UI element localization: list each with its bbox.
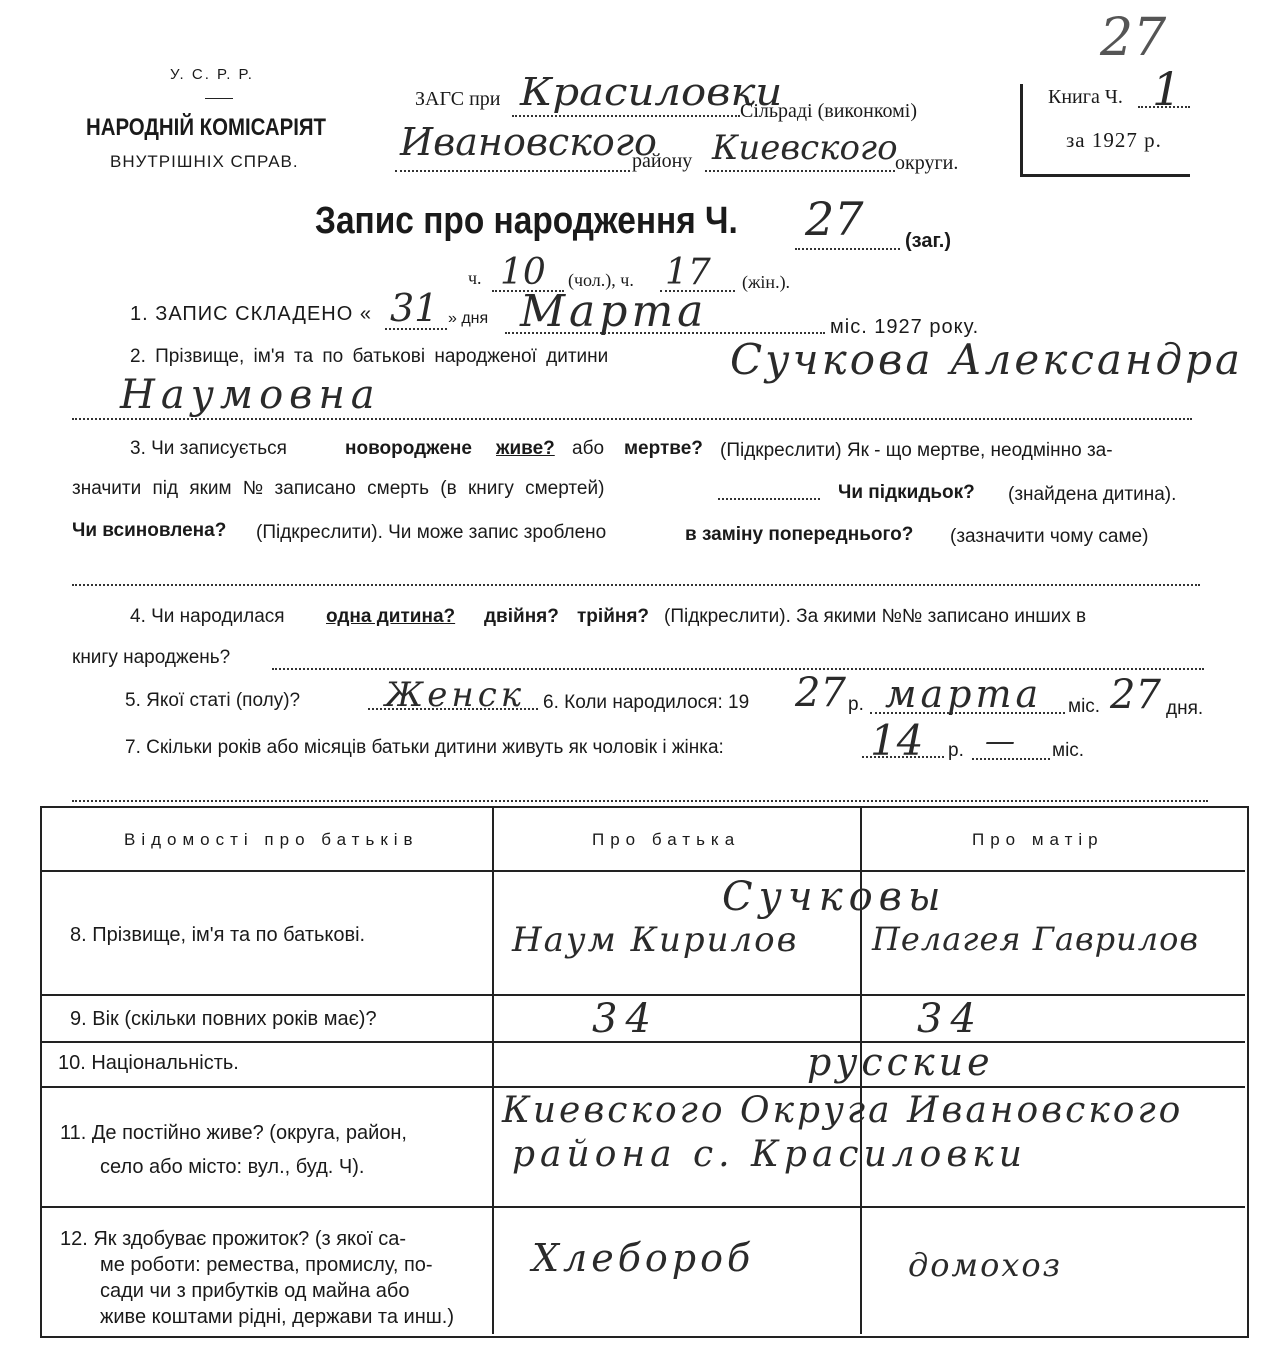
row10-label: 10. Національність. [58, 1052, 239, 1074]
item3-l3c: в заміну попереднього? [685, 524, 914, 545]
item7-label: 7. Скільки років або місяців батьки дитини живуть як чоловік і жінка: [125, 737, 724, 758]
male-prefix: ч. [468, 268, 482, 288]
item7-years-line [862, 756, 944, 758]
item2-label: 2. Прізвище, ім'я та по батькові народженої дитини [130, 346, 609, 367]
book-year: за 1927 р. [1066, 128, 1162, 152]
item4-l1d: трійня? [577, 606, 650, 627]
item3-l2a: значити під яким № записано смерть (в книгу смертей) [72, 478, 605, 499]
item6-month: марта [885, 672, 1043, 716]
item3-l1b: новороджене [345, 438, 472, 459]
row11-address-line2: района с. Красиловки [512, 1134, 1027, 1175]
village-line [512, 115, 740, 117]
item7-months: — [985, 724, 1015, 759]
item7-months-line [972, 758, 1050, 760]
item5-line [368, 708, 538, 710]
item1-label: 1. ЗАПИС СКЛАДЕНО « [130, 303, 372, 325]
record-general-label: (заг.) [905, 230, 952, 252]
row8-shared-surname: Сучковы [722, 874, 947, 920]
item5-sex: Женск [385, 675, 526, 715]
item4-l1c: двійня? [484, 606, 559, 627]
item4-l2: книгу народжень? [72, 647, 231, 668]
row12-label-line1: 12. Як здобуває прожиток? (з якої са- [60, 1228, 407, 1250]
item1-month: Марта [520, 286, 708, 337]
item6-year: 27 [795, 670, 846, 716]
item3-l1c: живе? [496, 438, 555, 459]
header-mother: Про матір [972, 830, 1104, 849]
row11-label-line1: 11. Де постійно живе? (округа, район, [60, 1122, 407, 1144]
row12-mother: домохоз [908, 1246, 1063, 1284]
item3-l1f: (Підкреслити) Як - що мертве, неодмінно за- [720, 440, 1113, 461]
book-box-left [1020, 84, 1023, 176]
item4-l1b: одна дитина? [326, 606, 456, 627]
zags-prefix: ЗАГС при [415, 88, 501, 110]
row8-label: 8. Прізвище, ім'я та по батькові. [70, 924, 366, 946]
item7-line [72, 800, 1208, 802]
item3-l3d: (зазначити чому саме) [950, 526, 1149, 547]
page-number: 27 [1100, 8, 1167, 68]
okrug-label: округи. [895, 152, 959, 174]
row8-father: Наум Кирилов [512, 920, 799, 960]
header-divider [205, 98, 233, 99]
zags-district: Ивановского [400, 120, 657, 164]
row11-address-line1: Киевского Округа Ивановского [502, 1090, 1184, 1131]
item7-years-label: р. [948, 740, 964, 761]
record-number: 27 [805, 192, 864, 246]
male-number: 10 [500, 252, 546, 293]
row10-divider [42, 1086, 1245, 1088]
parents-table [40, 806, 1249, 1338]
item3-l1e: мертве? [624, 438, 703, 459]
zags-village: Красиловки [520, 70, 783, 114]
male-label: (чол.), ч. [568, 270, 634, 290]
header-row-divider [42, 870, 1245, 872]
zags-okrug: Киевского [712, 128, 898, 168]
item1-day: 31 [390, 286, 439, 330]
district-label: району [632, 150, 693, 172]
book-number-line [1138, 106, 1190, 108]
item5-label: 5. Якої статі (полу)? [125, 690, 301, 711]
book-box-bottom [1020, 174, 1190, 177]
okrug-line [705, 170, 895, 172]
item3-l1a: 3. Чи записується [130, 438, 287, 459]
header-parents-info: Відомості про батьків [124, 830, 419, 849]
row12-label-line4: живе коштами рідні, держави та инш.) [100, 1306, 455, 1328]
item3-l3b: (Підкреслити). Чи може запис зроблено [256, 522, 607, 543]
col-divider-1 [492, 808, 494, 1334]
row9-father: 34 [592, 996, 659, 1042]
zags-council: Сільраді (виконкомі) [740, 100, 918, 122]
female-number: 17 [665, 252, 711, 293]
row12-label-line2: ме роботи: ремества, промислу, по- [100, 1254, 433, 1276]
commissariat-title: НАРОДНІЙ КОМІСАРІЯТ [86, 114, 327, 141]
item7-years: 14 [870, 716, 924, 765]
item6-month-label: міс. [1068, 696, 1101, 717]
row9-mother: 34 [917, 996, 984, 1042]
item1-end: міс. 1927 року. [830, 316, 980, 338]
book-label: Книга Ч. [1048, 86, 1123, 108]
item6-year-label: р. [848, 694, 864, 715]
row10-nationality: русские [807, 1040, 994, 1084]
department-title: ВНУТРІШНІХ СПРАВ. [110, 152, 299, 171]
row9-label: 9. Вік (скільки повних років має)? [70, 1008, 377, 1030]
republic-label: У. С. Р. Р. [170, 66, 254, 83]
row8-mother: Пелагея Гаврилов [872, 920, 1200, 958]
item6-day: 27 [1110, 672, 1161, 718]
item7-months-label: міс. [1052, 740, 1085, 761]
item3-l2b: Чи підкидьок? [838, 482, 975, 503]
item6-day-label: дня. [1166, 698, 1204, 719]
record-title: Запис про народження Ч. [315, 200, 738, 242]
book-number: 1 [1152, 62, 1182, 116]
item2-line [72, 418, 1192, 420]
item3-death-line [718, 498, 820, 500]
district-line [395, 170, 630, 172]
item1-month-line [505, 332, 825, 334]
item3-l3a: Чи всиновлена? [72, 520, 227, 541]
item3-l2c: (знайдена дитина). [1008, 484, 1177, 505]
row12-father: Хлебороб [532, 1236, 755, 1280]
item4-line [272, 668, 1204, 670]
item3-l1d: або [572, 438, 605, 459]
female-label: (жін.). [742, 272, 791, 292]
child-surname-name: Сучкова Александра [730, 335, 1244, 384]
child-patronymic: Наумовна [120, 372, 381, 418]
item1-day-line [385, 328, 447, 330]
header-father: Про батька [592, 830, 741, 849]
item3-line [72, 584, 1200, 586]
record-number-line [795, 248, 900, 250]
row11-label-line2: село або місто: вул., буд. Ч). [100, 1156, 365, 1178]
row11-divider [42, 1206, 1245, 1208]
item6-label: 6. Коли народилося: 19 [543, 692, 750, 713]
item4-l1a: 4. Чи народилася [130, 606, 285, 627]
item1-mid: » дня [448, 310, 489, 327]
item4-l1e: (Підкреслити). За якими №№ записано инших в [664, 606, 1087, 627]
row12-label-line3: сади чи з прибутків од майна або [100, 1280, 410, 1302]
item6-month-line [870, 712, 1065, 714]
